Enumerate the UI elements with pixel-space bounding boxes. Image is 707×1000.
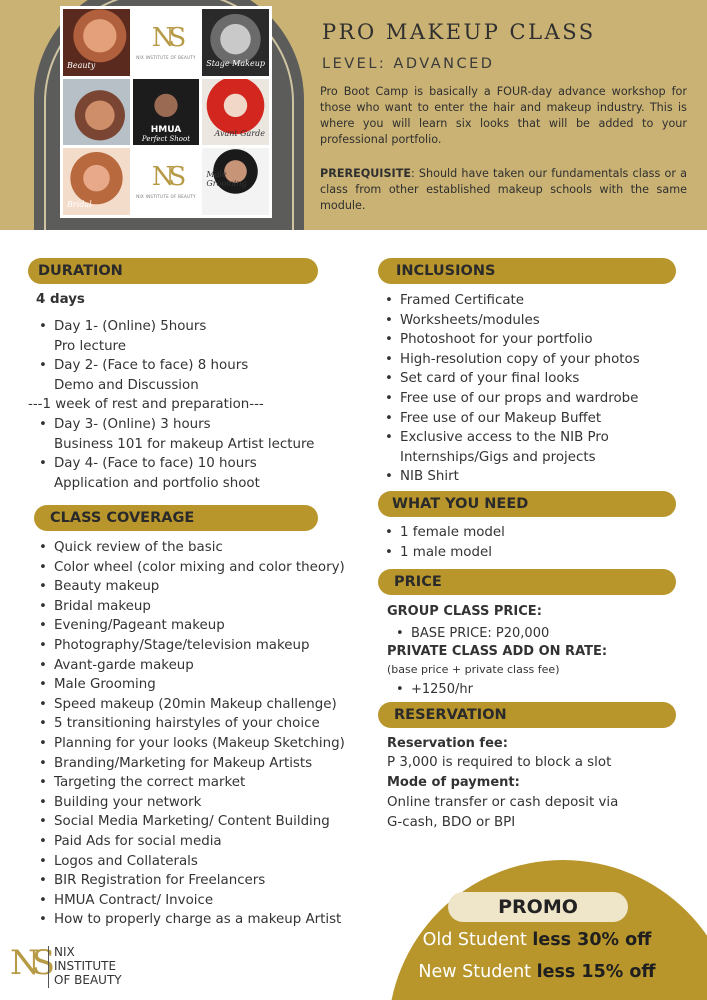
list-item: • Logos and Collaterals <box>30 852 370 872</box>
private-rate-label: PRIVATE CLASS ADD ON RATE: <box>387 644 608 659</box>
list-item: • Photography/Stage/television makeup <box>30 636 370 656</box>
promo-old-student <box>392 930 682 950</box>
collage-hmua-label: HMUA <box>150 125 182 136</box>
collage-photo-avant-garde <box>202 79 269 146</box>
list-item: • Bridal makeup <box>30 597 370 617</box>
list-item: • 5 transitioning hairstyles of your choice <box>30 714 370 734</box>
duration-list <box>30 317 350 493</box>
class-level: LEVEL: ADVANCED <box>322 56 495 72</box>
section-heading-label: CLASS COVERAGE <box>50 510 195 526</box>
group-price-value: • BASE PRICE: P20,000 <box>387 624 687 644</box>
portfolio-collage <box>60 6 272 218</box>
list-item: • Planning for your looks (Makeup Sketching) <box>30 734 370 754</box>
list-item: • Color wheel (color mixing and color theory) <box>30 558 370 578</box>
rest-note: ---1 week of rest and preparation--- <box>28 397 264 413</box>
duration-summary: 4 days <box>36 292 85 307</box>
list-item: • BIR Registration for Freelancers <box>30 871 370 891</box>
list-item: • Set card of your final looks <box>376 369 686 389</box>
section-heading-price <box>378 569 676 595</box>
intro-paragraph: Pro Boot Camp is basically a FOUR-day advance workshop for those who want to enter the hair and makeup industry. This is where you will learn six looks that will be added to your professional portfolio. <box>320 85 687 146</box>
prerequisite-text: : Should have taken our fundamentals class or a class from other established makeup schools with the same module. <box>320 167 687 212</box>
list-item: • High-resolution copy of your photos <box>376 350 686 370</box>
list-item: • Beauty makeup <box>30 577 370 597</box>
collage-caption: Beauty <box>67 60 96 70</box>
institute-name: NIX INSTITUTE OF BEAUTY <box>54 945 122 987</box>
list-item: • Building your network <box>30 793 370 813</box>
list-item: • Exclusive access to the NIB Pro Internships/Gigs and projects <box>376 428 686 467</box>
section-heading-label: PRICE <box>394 574 442 590</box>
promo-new-label: New Student <box>418 962 537 982</box>
collage-logo-caption: NIX INSTITUTE OF BEAUTY <box>136 194 196 200</box>
group-price-label: GROUP CLASS PRICE: <box>387 604 542 619</box>
nib-monogram-icon: NS <box>151 22 181 53</box>
section-heading-what-you-need <box>378 491 676 517</box>
list-item: • Branding/Marketing for Makeup Artists <box>30 754 370 774</box>
list-item: • Worksheets/modules <box>376 311 686 331</box>
promo-heading: PROMO <box>448 892 628 922</box>
section-heading-reservation <box>378 702 676 728</box>
list-item: • Male Grooming <box>30 675 370 695</box>
collage-logo <box>133 9 200 76</box>
list-item: • Speed makeup (20min Makeup challenge) <box>30 695 370 715</box>
private-rate-list <box>387 680 687 700</box>
collage-photo-hmua <box>133 79 200 146</box>
list-item: • 1 female model <box>376 523 686 543</box>
section-heading-label: DURATION <box>38 263 123 279</box>
promo-new-discount: less 15% off <box>536 962 656 982</box>
list-item: • Framed Certificate <box>376 291 686 311</box>
list-item: • NIB Shirt <box>376 467 686 487</box>
group-price-list <box>387 624 687 644</box>
promo-old-label: Old Student <box>422 930 533 950</box>
prerequisite-paragraph <box>320 166 687 214</box>
list-item: • Targeting the correct market <box>30 773 370 793</box>
list-item: • How to properly charge as a makeup Artist <box>30 910 370 930</box>
list-item: • Paid Ads for social media <box>30 832 370 852</box>
promo-new-student <box>392 962 682 982</box>
list-item: • Day 2- (Face to face) 8 hours Demo and Discussion <box>30 356 350 395</box>
collage-caption: Male Grooming <box>206 170 247 189</box>
list-item: • Social Media Marketing/ Content Building <box>30 812 370 832</box>
collage-caption: Bridal <box>67 199 92 209</box>
list-item: • Free use of our Makeup Buffet <box>376 409 686 429</box>
nib-monogram-icon: NS <box>151 162 181 193</box>
payment-mode-label: Mode of payment: <box>387 775 520 790</box>
reservation-fee-text: P 3,000 is required to block a slot <box>387 755 612 770</box>
private-rate-value: • +1250/hr <box>387 680 687 700</box>
collage-hmua-sub: Perfect Shoot <box>141 135 191 144</box>
section-heading-label: WHAT YOU NEED <box>392 496 529 512</box>
list-item: • Avant-garde makeup <box>30 656 370 676</box>
section-heading-class-coverage <box>34 505 318 531</box>
section-heading-label: RESERVATION <box>394 707 507 723</box>
section-heading-label: INCLUSIONS <box>396 263 496 279</box>
section-heading-duration <box>28 258 318 284</box>
page-title: PRO MAKEUP CLASS <box>322 20 596 44</box>
list-item: • Day 4- (Face to face) 10 hours Application and portfolio shoot <box>30 454 350 493</box>
collage-photo-stage <box>202 9 269 76</box>
prerequisite-label: PREREQUISITE <box>320 167 411 180</box>
nib-logo-icon: NS <box>10 943 48 983</box>
collage-photo-beauty <box>63 9 130 76</box>
promo-old-discount: less 30% off <box>532 930 652 950</box>
reservation-fee-label: Reservation fee: <box>387 736 508 751</box>
requirements-list <box>376 523 686 562</box>
coverage-list <box>30 538 370 930</box>
payment-mode-line2: G-cash, BDO or BPI <box>387 815 516 830</box>
inclusions-list <box>376 291 686 487</box>
collage-caption: Avant Garde <box>214 128 265 138</box>
list-item: • Day 1- (Online) 5hours Pro lecture <box>30 317 350 356</box>
list-item: • 1 male model <box>376 543 686 563</box>
list-item: • Free use of our props and wardrobe <box>376 389 686 409</box>
list-item: • Evening/Pageant makeup <box>30 616 370 636</box>
private-rate-note: (base price + private class fee) <box>387 663 560 676</box>
collage-logo-caption: NIX INSTITUTE OF BEAUTY <box>136 54 196 60</box>
collage-photo-male-grooming <box>202 148 269 215</box>
list-item: • Quick review of the basic <box>30 538 370 558</box>
collage-photo-bridal <box>63 148 130 215</box>
collage-photo-bridal-updo <box>63 79 130 146</box>
section-heading-inclusions <box>378 258 676 284</box>
list-item: • Photoshoot for your portfolio <box>376 330 686 350</box>
list-item: • Day 3- (Online) 3 hours Business 101 for makeup Artist lecture <box>30 415 350 454</box>
payment-mode-line1: Online transfer or cash deposit via <box>387 795 619 810</box>
list-item: • HMUA Contract/ Invoice <box>30 891 370 911</box>
collage-logo <box>133 148 200 215</box>
collage-caption: Stage Makeup <box>206 59 265 68</box>
logo-divider <box>48 946 49 988</box>
